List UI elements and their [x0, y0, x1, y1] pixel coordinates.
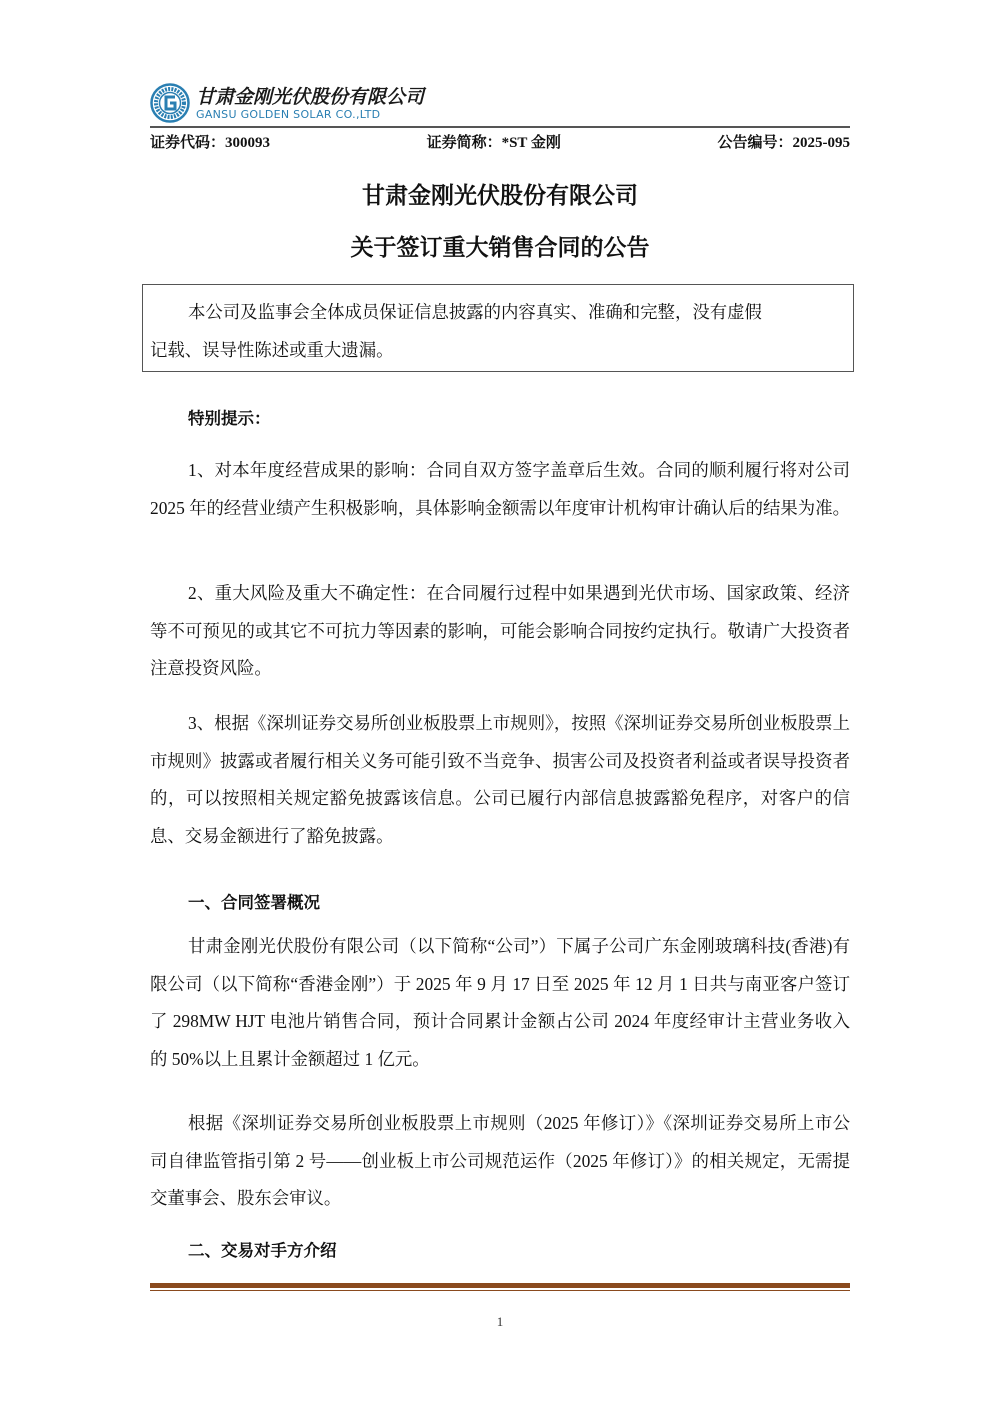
- document-title-company: 甘肃金刚光伏股份有限公司: [362, 183, 638, 209]
- header-divider: [150, 126, 850, 128]
- section-1-paragraph-1: 甘肃金刚光伏股份有限公司（以下简称“公司”）下属子公司广东金刚玻璃科技(香港)有限公司（以下简称“香港金刚”）于 2025 年 9 月 17 日至 2025 年 12 月 1 日共与南亚客户签订了 298MW HJT 电池片销售合同，预计合同累计金额占公司 2024 年度经审计主营业务收入的 50%以上且累计金额超过 1 亿元。: [150, 936, 850, 1069]
- logo-chinese-name: 甘肃金刚光伏股份有限公司: [196, 85, 425, 108]
- special-notice-heading: 特别提示：: [188, 409, 271, 428]
- company-logo: [150, 82, 424, 124]
- section-1-paragraph-2: 根据《深圳证券交易所创业板股票上市规则（2025 年修订）》《深圳证券交易所上市公司自律监管指引第 2 号——创业板上市公司规范运作（2025 年修订）》的相关规定，无需提交董事会、股东会审议。: [150, 1113, 850, 1208]
- page-number: 1: [496, 1314, 504, 1329]
- special-notice-item-2: 2、重大风险及重大不确定性：在合同履行过程中如果遇到光伏市场、国家政策、经济等不可预见的或其它不可抗力等因素的影响，可能会影响合同按约定执行。敬请广大投资者注意投资风险。: [150, 583, 850, 678]
- footer-divider: [150, 1283, 850, 1288]
- section-1-heading: 一、合同签署概况: [188, 893, 320, 912]
- statement-line-2: 记载、误导性陈述或重大遗漏。: [150, 340, 394, 360]
- footer-divider-thin: [150, 1290, 850, 1291]
- stock-abbreviation: 证券简称：*ST 金刚: [426, 135, 561, 151]
- announcement-meta: [150, 131, 850, 153]
- special-notice-item-1: 1、对本年度经营成果的影响：合同自双方签字盖章后生效。合同的顺利履行将对公司 2025 年的经营业绩产生积极影响，具体影响金额需以年度审计机构审计确认后的结果为准。: [150, 460, 850, 518]
- statement-text: [150, 293, 850, 369]
- logo-english-name: GANSU GOLDEN SOLAR CO.,LTD: [196, 107, 381, 121]
- company-emblem-icon: [150, 83, 190, 123]
- special-notice-item-3: 3、根据《深圳证券交易所创业板股票上市规则》，按照《深圳证券交易所创业板股票上市规则》披露或者履行相关义务可能引致不当竞争、损害公司及投资者利益或者误导投资者的，可以按照相关规定豁免披露该信息。公司已履行内部信息披露豁免程序，对客户的信息、交易金额进行了豁免披露。: [150, 713, 850, 846]
- section-2-heading: 二、交易对手方介绍: [188, 1241, 337, 1260]
- stock-code: 证券代码：300093: [150, 135, 271, 151]
- notice-number: 公告编号：2025-095: [717, 135, 850, 151]
- document-title-subject: 关于签订重大销售合同的公告: [350, 235, 650, 261]
- statement-line-1: 本公司及监事会全体成员保证信息披露的内容真实、准确和完整，没有虚假: [188, 302, 762, 322]
